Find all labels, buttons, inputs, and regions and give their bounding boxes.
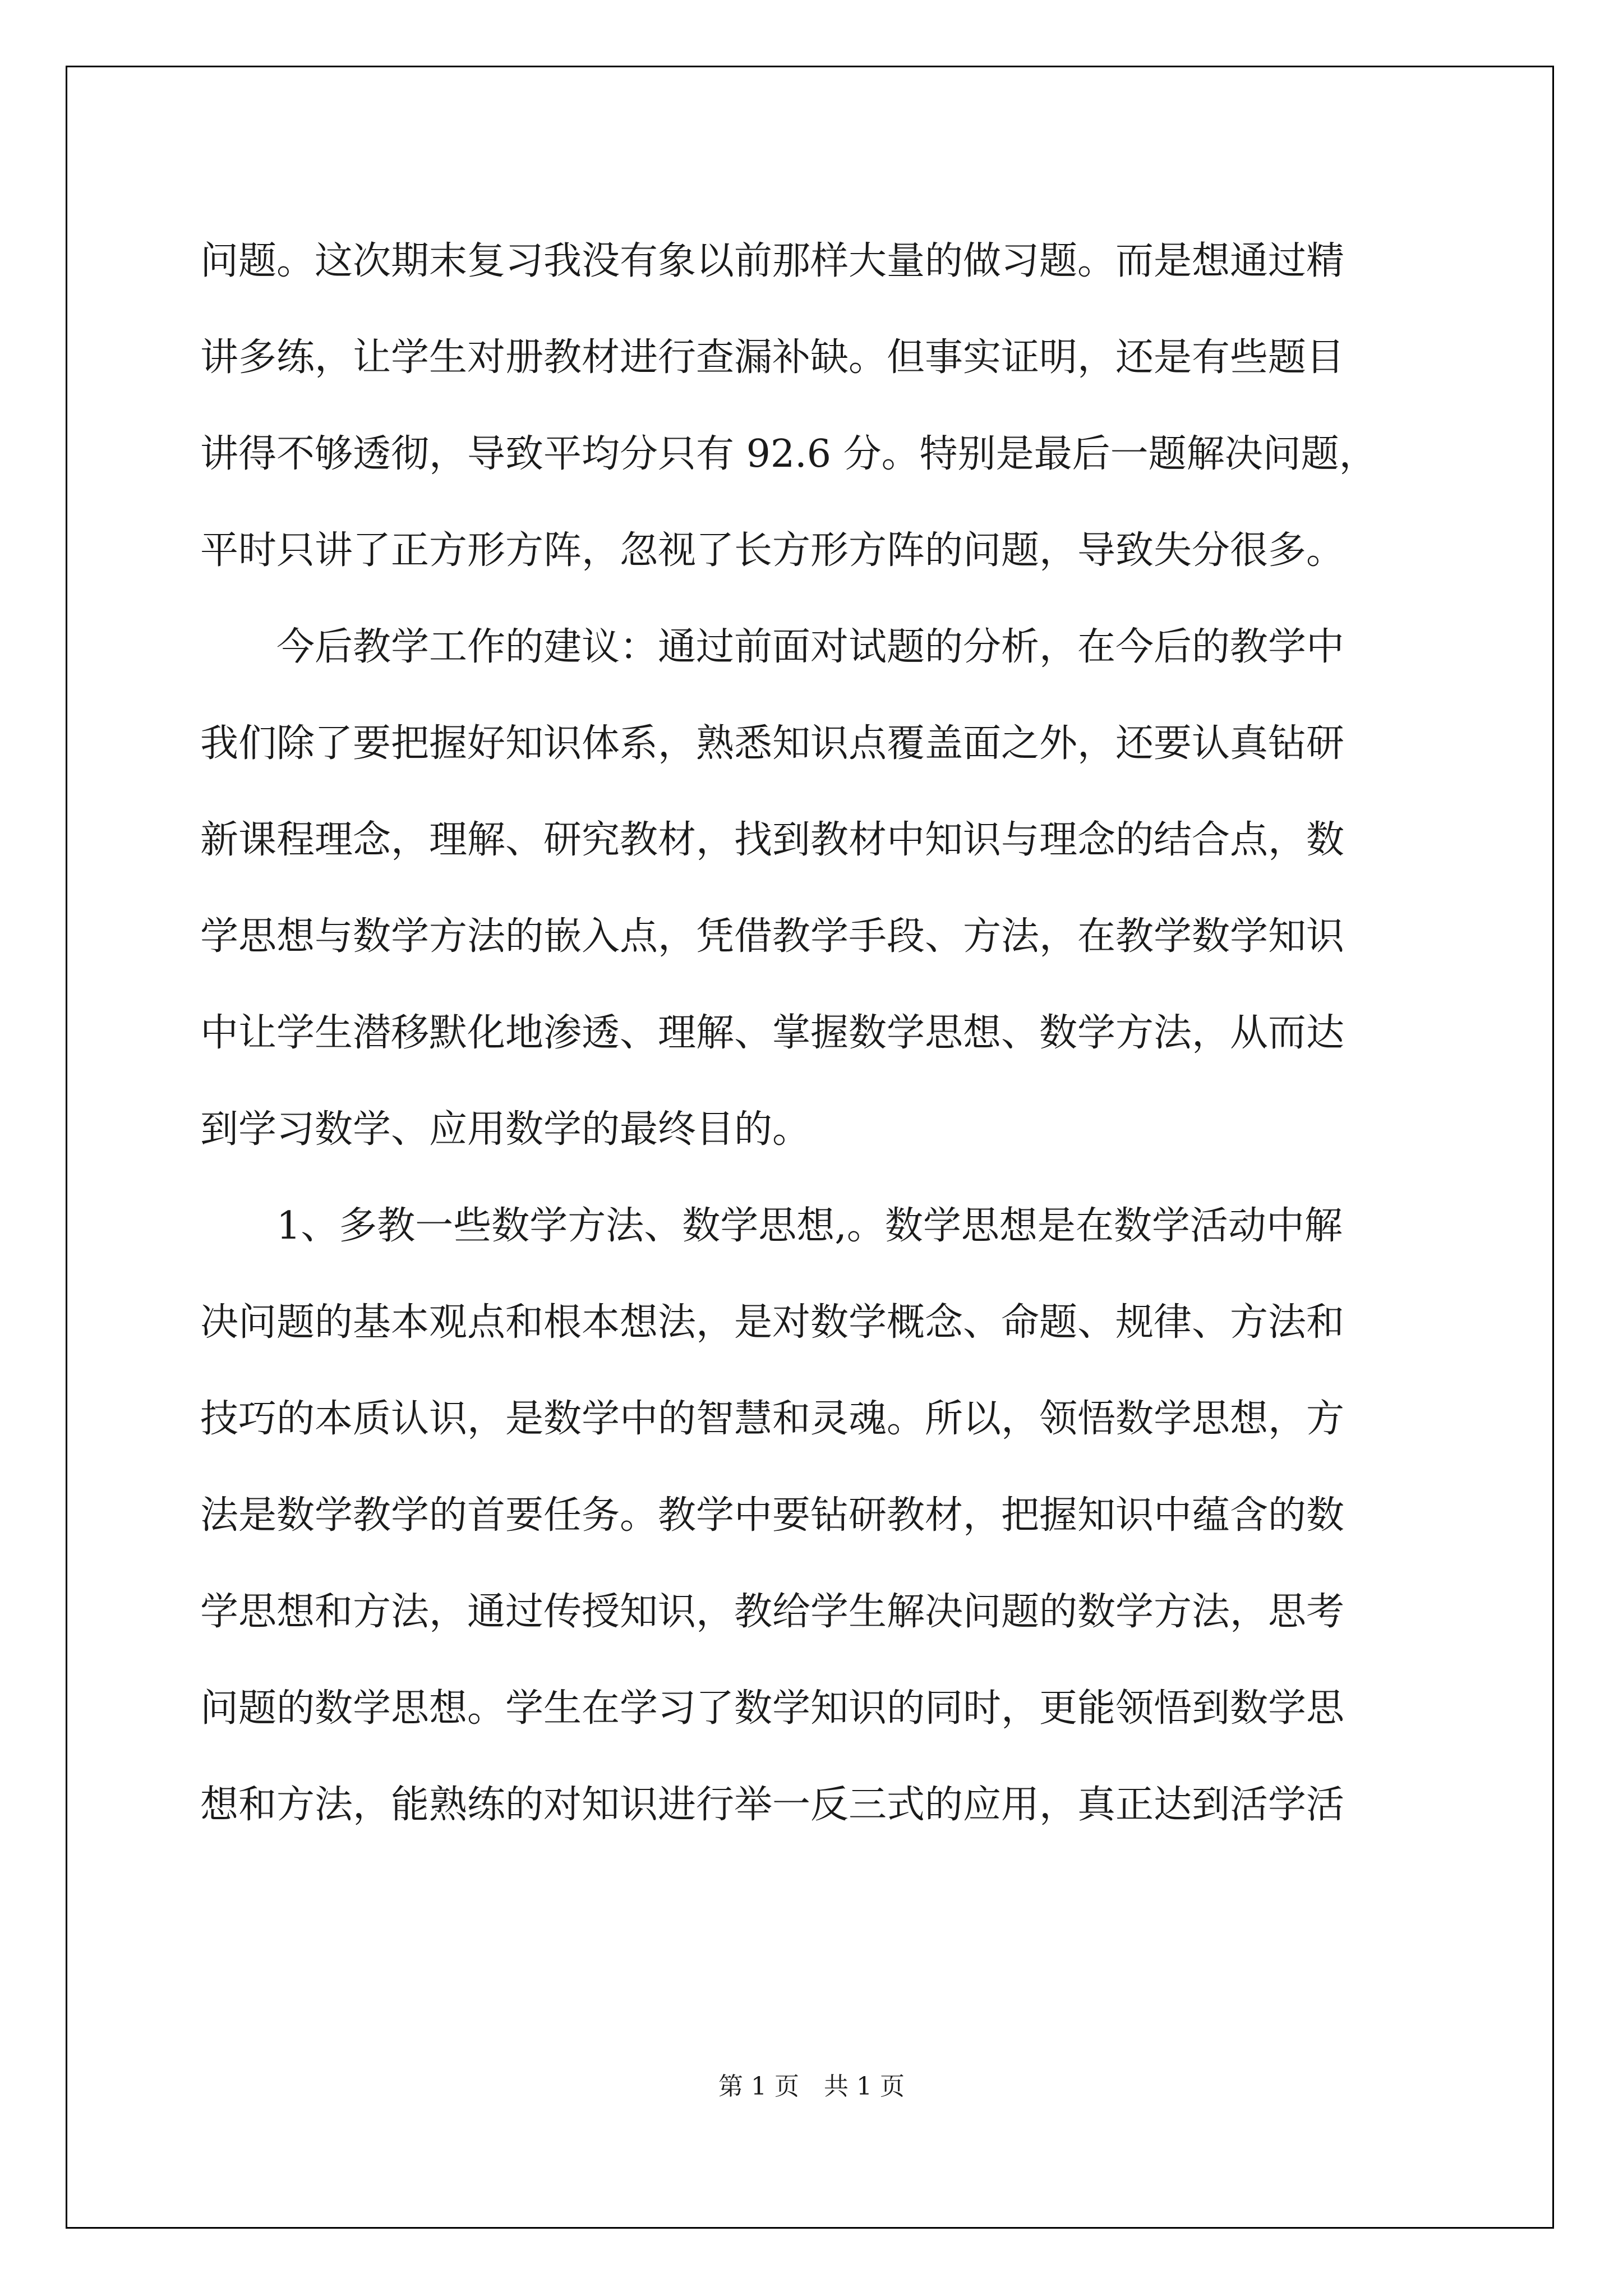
text-line: 平时只讲了正方形方阵，忽视了长方形方阵的问题，导致失分很多。 xyxy=(200,528,1345,573)
text-line: 我们除了要把握好知识体系，熟悉知识点覆盖面之外，还要认真钻研 xyxy=(200,721,1345,766)
paragraph-start-line: 1、多教一些数学方法、数学思想,。数学思想是在数学活动中解 xyxy=(276,1204,1343,1248)
text-line: 法是数学教学的首要任务。教学中要钻研教材，把握知识中蕴含的数 xyxy=(200,1493,1345,1538)
text-line: 新课程理念，理解、研究教材，找到教材中知识与理念的结合点，数 xyxy=(200,818,1345,862)
text-line: 问题的数学思想。学生在学习了数学知识的同时，更能领悟到数学思 xyxy=(200,1686,1345,1731)
text-line: 中让学生潜移默化地渗透、理解、掌握数学思想、数学方法，从而达 xyxy=(200,1011,1345,1055)
text-line: 决问题的基本观点和根本想法，是对数学概念、命题、规律、方法和 xyxy=(200,1300,1345,1345)
page-number-footer: 第 1 页 共 1 页 xyxy=(718,2072,905,2101)
text-line: 想和方法，能熟练的对知识进行举一反三式的应用，真正达到活学活 xyxy=(200,1783,1345,1827)
paragraph-start-line: 今后教学工作的建议：通过前面对试题的分析，在今后的教学中 xyxy=(276,625,1345,669)
text-line: 问题。这次期末复习我没有象以前那样大量的做习题。而是想通过精 xyxy=(200,239,1345,283)
text-line: 到学习数学、应用数学的最终目的。 xyxy=(200,1107,811,1152)
text-line: 技巧的本质认识，是数学中的智慧和灵魂。所以，领悟数学思想，方 xyxy=(200,1397,1345,1441)
document-body xyxy=(200,213,1423,1853)
text-line: 学思想与数学方法的嵌入点，凭借教学手段、方法，在教学数学知识 xyxy=(200,914,1345,959)
text-line: 讲多练，让学生对册教材进行查漏补缺。但事实证明，还是有些题目 xyxy=(200,335,1345,380)
text-line: 讲得不够透彻，导致平均分只有 92.6 分。特别是最后一题解决问题， xyxy=(200,432,1377,476)
text-line: 学思想和方法，通过传授知识，教给学生解决问题的数学方法，思考 xyxy=(200,1590,1345,1634)
